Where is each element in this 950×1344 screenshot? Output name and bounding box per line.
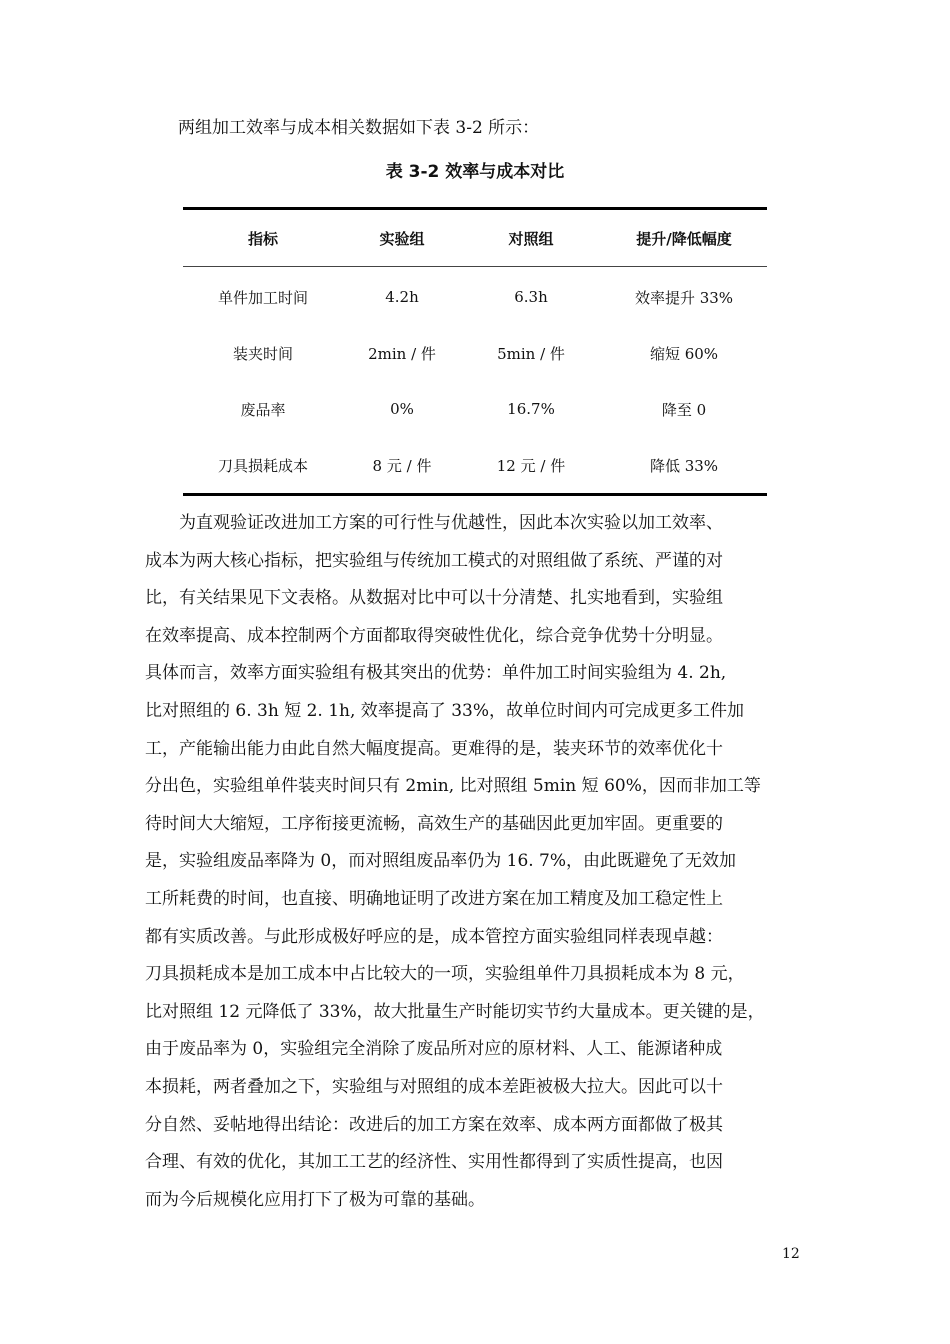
table-header-row — [183, 209, 767, 267]
table-cell: 2min / 件 — [368, 344, 436, 363]
paragraph-line: 待时间大大缩短，工序衔接更流畅，高效生产的基础因此更加牢固。更重要的 — [145, 813, 723, 834]
intro-sentence: 两组加工效率与成本相关数据如下表 3-2 所示： — [178, 118, 540, 138]
table-cell: 效率提升 33% — [634, 288, 734, 307]
paragraph-line: 由于废品率为 0，实验组完全消除了废品所对应的原材料、人工、能源诸种成 — [145, 1039, 723, 1060]
header-change: 提升/降低幅度 — [636, 229, 732, 248]
table-cell: 缩短 60% — [649, 344, 719, 363]
paragraph-line: 而为今后规模化应用打下了极为可靠的基础。 — [145, 1189, 485, 1210]
table-cell: 4.2h — [385, 288, 419, 306]
table-cell: 废品率 — [240, 400, 286, 419]
table-cell: 单件加工时间 — [217, 288, 308, 307]
paragraph-line: 分出色，实验组单件装夹时间只有 2min, 比对照组 5min 短 60%，因而非加工等 — [145, 776, 761, 797]
paragraph-line: 成本为两大核心指标，把实验组与传统加工模式的对照组做了系统、严谨的对 — [145, 550, 723, 571]
paragraph-line: 为直观验证改进加工方案的可行性与优越性，因此本次实验以加工效率、 — [145, 513, 723, 533]
table-cell: 0% — [390, 400, 414, 418]
table-cell: 8 元 / 件 — [372, 456, 432, 475]
comparison-table-container — [183, 207, 767, 496]
table-row — [183, 325, 767, 381]
table-caption: 表 3-2 效率与成本对比 — [385, 162, 565, 182]
paragraph-line: 比对照组的 6. 3h 短 2. 1h, 效率提高了 33%，故单位时间内可完成更多工件加 — [145, 700, 744, 721]
paragraph-line: 分自然、妥帖地得出结论：改进后的加工方案在效率、成本两方面都做了极其 — [145, 1114, 723, 1135]
header-control: 对照组 — [508, 229, 554, 248]
paragraph-line: 比，有关结果见下文表格。从数据对比中可以十分清楚、扎实地看到，实验组 — [145, 588, 723, 609]
paragraph-line: 本损耗，两者叠加之下，实验组与对照组的成本差距被极大拉大。因此可以十 — [145, 1076, 723, 1097]
paragraph-line: 工所耗费的时间，也直接、明确地证明了改进方案在加工精度及加工稳定性上 — [145, 888, 723, 909]
header-metric: 指标 — [247, 229, 278, 248]
table-row — [183, 437, 767, 495]
header-experimental: 实验组 — [379, 229, 425, 248]
table-row — [183, 381, 767, 437]
table-cell: 12 元 / 件 — [496, 456, 566, 475]
table-cell: 降低 33% — [649, 456, 719, 475]
table-cell: 装夹时间 — [232, 344, 293, 363]
table-cell: 16.7% — [507, 400, 555, 418]
paragraph-line: 工，产能输出能力由此自然大幅度提高。更难得的是，装夹环节的效率优化十 — [145, 738, 723, 759]
table-cell: 6.3h — [514, 288, 548, 306]
page-number: 12 — [782, 1246, 800, 1262]
table-cell: 5min / 件 — [497, 344, 565, 363]
body-paragraph — [145, 505, 810, 1219]
table-row — [183, 267, 767, 326]
paragraph-line: 刀具损耗成本是加工成本中占比较大的一项，实验组单件刀具损耗成本为 8 元， — [145, 964, 745, 985]
table-cell: 刀具损耗成本 — [217, 456, 308, 475]
paragraph-line: 比对照组 12 元降低了 33%，故大批量生产时能切实节约大量成本。更关键的是， — [145, 1001, 765, 1022]
paragraph-line: 在效率提高、成本控制两个方面都取得突破性优化，综合竞争优势十分明显。 — [145, 625, 723, 646]
paragraph-line: 具体而言，效率方面实验组有极其突出的优势：单件加工时间实验组为 4. 2h, — [145, 663, 727, 684]
paragraph-line: 都有实质改善。与此形成极好呼应的是，成本管控方面实验组同样表现卓越： — [145, 926, 723, 947]
paragraph-line: 是，实验组废品率降为 0，而对照组废品率仍为 16. 7%，由此既避免了无效加 — [145, 851, 737, 872]
table-cell: 降至 0 — [661, 400, 707, 419]
comparison-table — [183, 207, 767, 496]
paragraph-line: 合理、有效的优化，其加工工艺的经济性、实用性都得到了实质性提高，也因 — [145, 1152, 723, 1173]
